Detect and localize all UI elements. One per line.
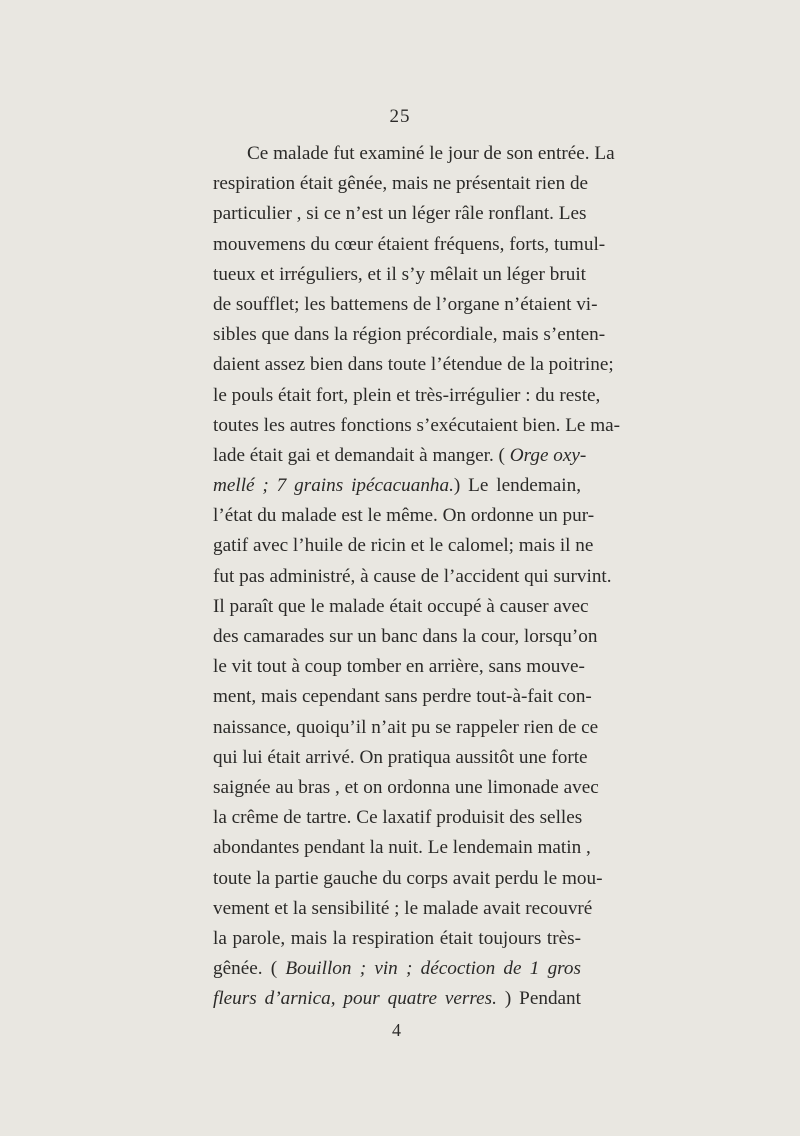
italic-run: mellé ; 7 grains ipécacuanha. — [213, 475, 454, 497]
text-line — [213, 592, 589, 622]
text-run: ) Pendant — [496, 988, 581, 1010]
text-run: ment, mais cependant sans perdre tout-à-fait con- — [213, 686, 592, 708]
text-line — [213, 501, 595, 531]
italic-run: fleurs d’arnica, pour quatre verres. — [213, 988, 497, 1010]
text-line — [213, 622, 598, 652]
text-line — [213, 441, 587, 471]
text-run: gatif avec l’huile de ricin et le calomel; mais il ne — [213, 535, 594, 557]
text-run: tueux et irréguliers, et il s’y mêlait un léger bruit — [213, 263, 586, 285]
text-run: abondantes pendant la nuit. Le lendemain matin , — [213, 837, 591, 859]
text-run: mouvemens du cœur étaient fréquens, forts, tumul- — [213, 233, 606, 255]
text-run: l’état du malade est le même. On ordonne un pur- — [213, 505, 595, 527]
text-line — [213, 260, 586, 290]
italic-run: Bouillon ; vin ; décoction de 1 gros — [285, 958, 581, 980]
text-line — [213, 290, 598, 320]
text-line — [213, 833, 591, 863]
text-line — [213, 682, 592, 712]
text-run: toute la partie gauche du corps avait perdu le mou- — [213, 867, 603, 889]
text-run: vement et la sensibilité ; le malade avait recouvré — [213, 897, 593, 919]
text-line — [213, 984, 581, 1014]
text-run: la crême de tartre. Ce laxatif produisit des selles — [213, 807, 583, 829]
text-line — [213, 230, 606, 260]
text-line — [213, 199, 587, 229]
text-line — [213, 531, 594, 561]
text-line — [213, 411, 621, 441]
text-run: particulier , si ce n’est un léger râle ronflant. Les — [213, 203, 587, 225]
text-line — [213, 773, 599, 803]
text-run: de soufflet; les battemens de l’organe n’étaient vi- — [213, 293, 598, 315]
italic-run: Orge oxy- — [509, 444, 587, 466]
text-run: qui lui était arrivé. On pratiqua aussitôt une forte — [213, 746, 588, 768]
text-run: ) Le lendemain, — [453, 475, 581, 497]
page-number: 25 — [389, 106, 411, 127]
text-line — [213, 924, 581, 954]
text-line — [213, 381, 601, 411]
text-line — [213, 320, 606, 350]
text-run: fut pas administré, à cause de l’accident qui survint. — [213, 565, 612, 587]
text-run: toutes les autres fonctions s’exécutaient bien. Le ma- — [213, 414, 621, 436]
text-line — [213, 954, 581, 984]
text-run: le pouls était fort, plein et très-irrégulier : du reste, — [213, 384, 601, 406]
text-run: lade était gai et demandait à manger. ( — [213, 444, 510, 466]
text-run: Ce malade fut examiné le jour de son entrée. La — [247, 143, 615, 164]
text-line — [213, 350, 614, 380]
text-line — [213, 803, 581, 833]
text-line — [213, 471, 581, 501]
text-run: le vit tout à coup tomber en arrière, sans mouve- — [213, 656, 585, 678]
text-run: daient assez bien dans toute l’étendue de la poitrine; — [213, 354, 614, 376]
text-line — [213, 139, 615, 169]
text-run: naissance, quoiqu’il n’ait pu se rappeler rien de ce — [213, 716, 599, 738]
text-run: saignée au bras , et on ordonna une limonade avec — [213, 776, 599, 798]
text-run: Il paraît que le malade était occupé à causer avec — [213, 595, 589, 617]
text-line — [213, 169, 589, 199]
text-line — [213, 894, 593, 924]
text-line — [213, 864, 603, 894]
text-run: des camarades sur un banc dans la cour, lorsqu’on — [213, 626, 598, 647]
text-run: respiration était gênée, mais ne présentait rien de — [213, 173, 589, 195]
body-text — [213, 139, 621, 1014]
text-line — [213, 562, 612, 592]
text-line — [213, 743, 588, 773]
text-line — [213, 713, 599, 743]
text-line — [213, 652, 585, 682]
text-run: sibles que dans la région précordiale, mais s’enten- — [213, 324, 606, 346]
signature-mark: 4 — [392, 1020, 401, 1040]
text-run: gênée. ( — [213, 958, 286, 980]
text-run: la parole, mais la respiration était toujours très- — [213, 927, 581, 949]
